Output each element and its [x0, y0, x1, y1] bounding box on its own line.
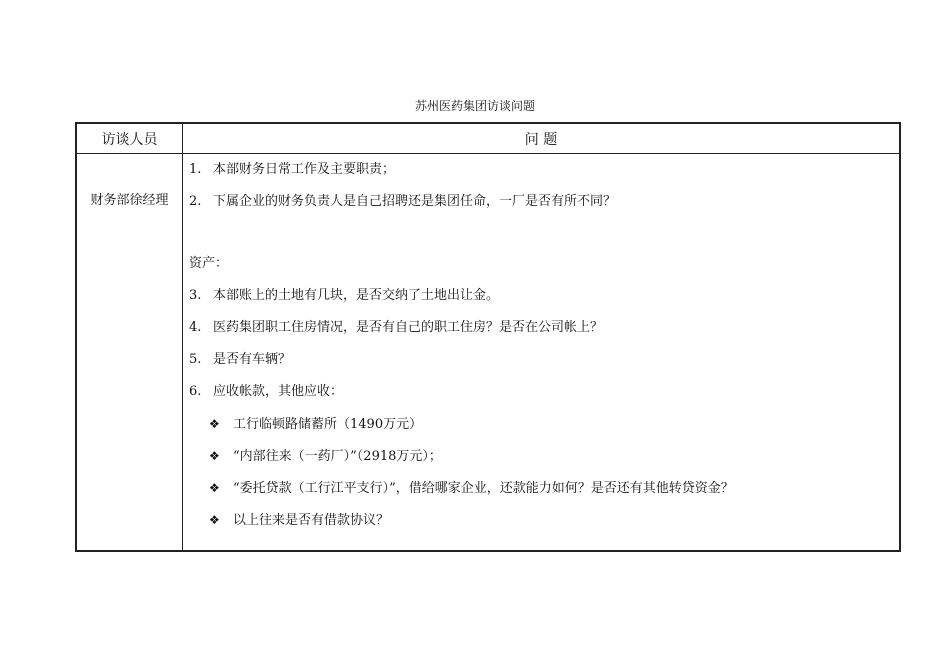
header-interviewee: 访谈人员 — [76, 123, 183, 154]
diamond-bullet-icon: ❖ — [209, 449, 220, 463]
question-number: 3. — [189, 288, 202, 303]
question-number: 5. — [189, 352, 202, 367]
diamond-bullet-icon: ❖ — [209, 417, 220, 431]
question-text: 医药集团职工住房情况，是否有自己的职工住房？是否在公司帐上？ — [213, 320, 604, 335]
questions-cell — [183, 154, 901, 552]
question-item-5 — [189, 350, 899, 382]
question-item-4 — [189, 318, 899, 350]
question-item-6 — [189, 382, 899, 414]
table-row — [76, 154, 900, 552]
table-header-row — [76, 123, 900, 154]
sub-item — [189, 510, 899, 542]
question-text: 是否有车辆？ — [213, 352, 292, 367]
sub-item-text: 工行临顿路储蓄所（1490万元） — [233, 417, 423, 432]
question-number: 4. — [189, 320, 202, 335]
question-item-1 — [189, 160, 899, 192]
diamond-bullet-icon: ❖ — [209, 481, 220, 495]
question-text: 本部财务日常工作及主要职责； — [213, 162, 396, 177]
question-number: 2. — [189, 194, 202, 209]
question-item-3 — [189, 286, 899, 318]
document-title: 苏州医药集团访谈问题 — [414, 99, 535, 113]
question-number: 1. — [189, 162, 202, 177]
header-question: 问 题 — [183, 123, 901, 154]
sub-item — [189, 478, 899, 510]
section-label-assets: 资产： — [189, 256, 229, 271]
sub-item — [189, 414, 899, 446]
sub-item-text: “委托贷款（工行江平支行）”，借给哪家企业，还款能力如何？是否还有其他转贷资金？ — [233, 481, 734, 496]
question-text: 下属企业的财务负责人是自己招聘还是集团任命，一厂是否有所不同？ — [213, 194, 617, 209]
question-text: 本部账上的土地有几块，是否交纳了土地出让金。 — [213, 288, 500, 303]
sub-item — [189, 446, 899, 478]
blank-line — [189, 224, 899, 254]
question-number: 6. — [189, 384, 202, 399]
interviewee-cell: 财务部徐经理 — [76, 154, 183, 552]
interview-table — [75, 122, 901, 552]
sub-item-text: “内部往来（一药厂）”（2918万元）； — [233, 449, 442, 464]
diamond-bullet-icon: ❖ — [209, 513, 220, 527]
question-text: 应收帐款，其他应收： — [213, 384, 344, 399]
sub-item-text: 以上往来是否有借款协议？ — [233, 513, 390, 528]
question-item-2 — [189, 192, 899, 224]
